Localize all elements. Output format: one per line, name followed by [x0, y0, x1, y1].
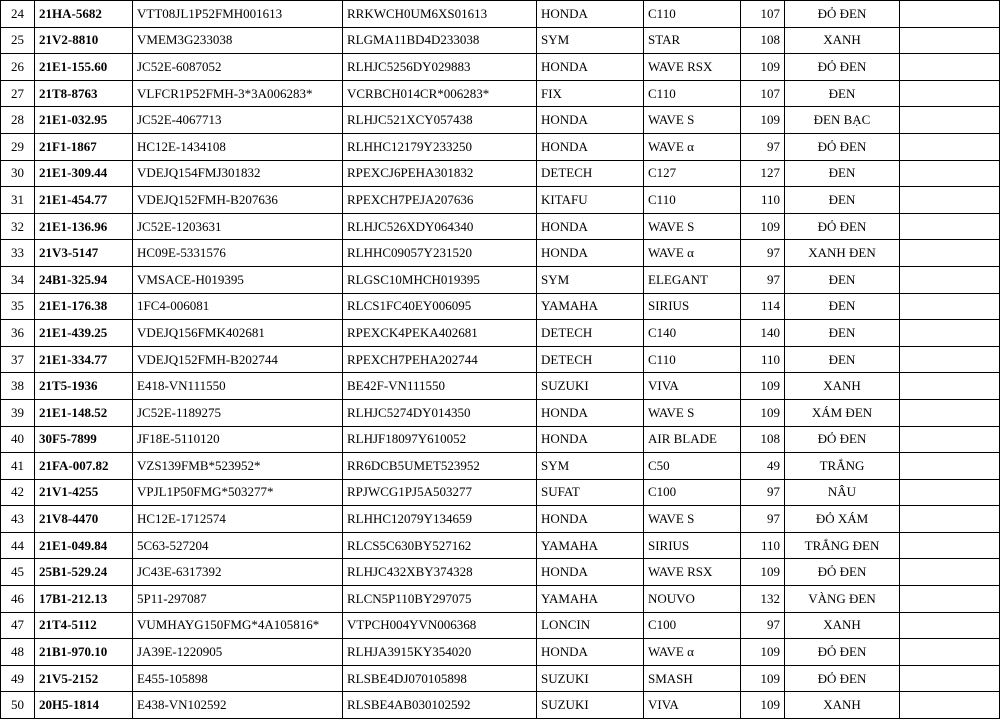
- notes-cell: [900, 665, 1000, 692]
- table-row: [1, 506, 1000, 533]
- frame-number-cell: RLHHC12079Y134659: [343, 506, 537, 533]
- row-number-cell: 29: [1, 133, 35, 160]
- color-cell: ĐỎ ĐEN: [785, 133, 900, 160]
- model-cell: SIRIUS: [644, 532, 741, 559]
- displacement-cell: 110: [741, 187, 785, 214]
- table-row: [1, 107, 1000, 134]
- brand-cell: HONDA: [537, 107, 644, 134]
- displacement-cell: 110: [741, 346, 785, 373]
- engine-number-cell: VTT08JL1P52FMH001613: [133, 1, 343, 28]
- model-cell: VIVA: [644, 692, 741, 719]
- row-number-cell: 47: [1, 612, 35, 639]
- displacement-cell: 109: [741, 665, 785, 692]
- notes-cell: [900, 506, 1000, 533]
- frame-number-cell: RLCS1FC40EY006095: [343, 293, 537, 320]
- model-cell: WAVE α: [644, 240, 741, 267]
- plate-number-cell: 30F5-7899: [35, 426, 133, 453]
- displacement-cell: 97: [741, 133, 785, 160]
- model-cell: C100: [644, 612, 741, 639]
- frame-number-cell: RLGMA11BD4D233038: [343, 27, 537, 54]
- model-cell: WAVE α: [644, 639, 741, 666]
- brand-cell: SUFAT: [537, 479, 644, 506]
- brand-cell: SUZUKI: [537, 665, 644, 692]
- model-cell: C110: [644, 187, 741, 214]
- notes-cell: [900, 479, 1000, 506]
- color-cell: ĐỎ ĐEN: [785, 559, 900, 586]
- frame-number-cell: RPEXCH7PEHA202744: [343, 346, 537, 373]
- row-number-cell: 40: [1, 426, 35, 453]
- color-cell: XANH: [785, 373, 900, 400]
- color-cell: ĐỎ ĐEN: [785, 426, 900, 453]
- displacement-cell: 108: [741, 426, 785, 453]
- displacement-cell: 108: [741, 27, 785, 54]
- engine-number-cell: VDEJQ156FMK402681: [133, 320, 343, 347]
- table-row: [1, 213, 1000, 240]
- engine-number-cell: E418-VN111550: [133, 373, 343, 400]
- brand-cell: HONDA: [537, 506, 644, 533]
- notes-cell: [900, 346, 1000, 373]
- model-cell: NOUVO: [644, 586, 741, 613]
- table-row: [1, 612, 1000, 639]
- plate-number-cell: 21FA-007.82: [35, 453, 133, 480]
- color-cell: ĐEN: [785, 293, 900, 320]
- notes-cell: [900, 107, 1000, 134]
- plate-number-cell: 21V2-8810: [35, 27, 133, 54]
- engine-number-cell: VDEJQ154FMJ301832: [133, 160, 343, 187]
- engine-number-cell: JF18E-5110120: [133, 426, 343, 453]
- model-cell: WAVE α: [644, 133, 741, 160]
- row-number-cell: 37: [1, 346, 35, 373]
- frame-number-cell: RLHJC432XBY374328: [343, 559, 537, 586]
- frame-number-cell: RRKWCH0UM6XS01613: [343, 1, 537, 28]
- row-number-cell: 34: [1, 266, 35, 293]
- frame-number-cell: RPJWCG1PJ5A503277: [343, 479, 537, 506]
- displacement-cell: 97: [741, 506, 785, 533]
- brand-cell: DETECH: [537, 320, 644, 347]
- notes-cell: [900, 240, 1000, 267]
- brand-cell: SUZUKI: [537, 692, 644, 719]
- engine-number-cell: JC52E-6087052: [133, 54, 343, 81]
- color-cell: ĐEN: [785, 346, 900, 373]
- plate-number-cell: 21E1-334.77: [35, 346, 133, 373]
- displacement-cell: 132: [741, 586, 785, 613]
- plate-number-cell: 21E1-439.25: [35, 320, 133, 347]
- brand-cell: KITAFU: [537, 187, 644, 214]
- table-row: [1, 54, 1000, 81]
- model-cell: WAVE S: [644, 107, 741, 134]
- brand-cell: SUZUKI: [537, 373, 644, 400]
- frame-number-cell: RLSBE4DJ070105898: [343, 665, 537, 692]
- displacement-cell: 107: [741, 1, 785, 28]
- row-number-cell: 46: [1, 586, 35, 613]
- displacement-cell: 109: [741, 213, 785, 240]
- notes-cell: [900, 586, 1000, 613]
- color-cell: TRẮNG ĐEN: [785, 532, 900, 559]
- row-number-cell: 32: [1, 213, 35, 240]
- frame-number-cell: VTPCH004YVN006368: [343, 612, 537, 639]
- plate-number-cell: 17B1-212.13: [35, 586, 133, 613]
- row-number-cell: 28: [1, 107, 35, 134]
- color-cell: NÂU: [785, 479, 900, 506]
- plate-number-cell: 21T5-1936: [35, 373, 133, 400]
- brand-cell: SYM: [537, 27, 644, 54]
- engine-number-cell: JC52E-1189275: [133, 399, 343, 426]
- table-row: [1, 373, 1000, 400]
- table-row: [1, 187, 1000, 214]
- row-number-cell: 26: [1, 54, 35, 81]
- row-number-cell: 42: [1, 479, 35, 506]
- model-cell: WAVE S: [644, 399, 741, 426]
- plate-number-cell: 21T8-8763: [35, 80, 133, 107]
- color-cell: ĐEN: [785, 266, 900, 293]
- color-cell: ĐỎ ĐEN: [785, 54, 900, 81]
- model-cell: WAVE S: [644, 506, 741, 533]
- notes-cell: [900, 54, 1000, 81]
- notes-cell: [900, 453, 1000, 480]
- table-row: [1, 320, 1000, 347]
- frame-number-cell: RLHJF18097Y610052: [343, 426, 537, 453]
- table-row: [1, 293, 1000, 320]
- plate-number-cell: 21E1-454.77: [35, 187, 133, 214]
- displacement-cell: 107: [741, 80, 785, 107]
- brand-cell: HONDA: [537, 133, 644, 160]
- brand-cell: SYM: [537, 453, 644, 480]
- table-body: [1, 1, 1000, 719]
- table-row: [1, 160, 1000, 187]
- engine-number-cell: VDEJQ152FMH-B207636: [133, 187, 343, 214]
- engine-number-cell: JC52E-4067713: [133, 107, 343, 134]
- engine-number-cell: VMEM3G233038: [133, 27, 343, 54]
- color-cell: XANH: [785, 27, 900, 54]
- model-cell: SMASH: [644, 665, 741, 692]
- table-row: [1, 1, 1000, 28]
- displacement-cell: 109: [741, 54, 785, 81]
- engine-number-cell: VDEJQ152FMH-B202744: [133, 346, 343, 373]
- notes-cell: [900, 639, 1000, 666]
- row-number-cell: 43: [1, 506, 35, 533]
- table-row: [1, 426, 1000, 453]
- brand-cell: HONDA: [537, 639, 644, 666]
- engine-number-cell: VPJL1P50FMG*503277*: [133, 479, 343, 506]
- table-row: [1, 453, 1000, 480]
- frame-number-cell: RLSBE4AB030102592: [343, 692, 537, 719]
- brand-cell: HONDA: [537, 1, 644, 28]
- engine-number-cell: JC52E-1203631: [133, 213, 343, 240]
- row-number-cell: 36: [1, 320, 35, 347]
- brand-cell: HONDA: [537, 240, 644, 267]
- brand-cell: YAMAHA: [537, 532, 644, 559]
- plate-number-cell: 21E1-148.52: [35, 399, 133, 426]
- frame-number-cell: RPEXCJ6PEHA301832: [343, 160, 537, 187]
- notes-cell: [900, 133, 1000, 160]
- notes-cell: [900, 532, 1000, 559]
- frame-number-cell: RLHJA3915KY354020: [343, 639, 537, 666]
- model-cell: C140: [644, 320, 741, 347]
- displacement-cell: 49: [741, 453, 785, 480]
- brand-cell: HONDA: [537, 54, 644, 81]
- notes-cell: [900, 27, 1000, 54]
- row-number-cell: 45: [1, 559, 35, 586]
- engine-number-cell: E455-105898: [133, 665, 343, 692]
- engine-number-cell: 1FC4-006081: [133, 293, 343, 320]
- model-cell: C110: [644, 80, 741, 107]
- displacement-cell: 109: [741, 559, 785, 586]
- color-cell: ĐỎ ĐEN: [785, 665, 900, 692]
- color-cell: ĐEN: [785, 160, 900, 187]
- model-cell: C110: [644, 1, 741, 28]
- row-number-cell: 27: [1, 80, 35, 107]
- table-row: [1, 346, 1000, 373]
- displacement-cell: 127: [741, 160, 785, 187]
- table-row: [1, 266, 1000, 293]
- row-number-cell: 25: [1, 27, 35, 54]
- engine-number-cell: HC12E-1712574: [133, 506, 343, 533]
- table-row: [1, 240, 1000, 267]
- row-number-cell: 30: [1, 160, 35, 187]
- frame-number-cell: RLHJC521XCY057438: [343, 107, 537, 134]
- displacement-cell: 97: [741, 266, 785, 293]
- brand-cell: HONDA: [537, 559, 644, 586]
- plate-number-cell: 21E1-155.60: [35, 54, 133, 81]
- row-number-cell: 33: [1, 240, 35, 267]
- color-cell: ĐỎ ĐEN: [785, 639, 900, 666]
- engine-number-cell: VZS139FMB*523952*: [133, 453, 343, 480]
- notes-cell: [900, 426, 1000, 453]
- table-row: [1, 399, 1000, 426]
- engine-number-cell: VUMHAYG150FMG*4A105816*: [133, 612, 343, 639]
- plate-number-cell: 21B1-970.10: [35, 639, 133, 666]
- notes-cell: [900, 612, 1000, 639]
- frame-number-cell: RLHJC5256DY029883: [343, 54, 537, 81]
- frame-number-cell: RPEXCH7PEJA207636: [343, 187, 537, 214]
- displacement-cell: 109: [741, 399, 785, 426]
- notes-cell: [900, 320, 1000, 347]
- model-cell: AIR BLADE: [644, 426, 741, 453]
- plate-number-cell: 21T4-5112: [35, 612, 133, 639]
- engine-number-cell: JA39E-1220905: [133, 639, 343, 666]
- row-number-cell: 48: [1, 639, 35, 666]
- table-row: [1, 665, 1000, 692]
- engine-number-cell: HC12E-1434108: [133, 133, 343, 160]
- engine-number-cell: E438-VN102592: [133, 692, 343, 719]
- frame-number-cell: RLHJC526XDY064340: [343, 213, 537, 240]
- model-cell: C50: [644, 453, 741, 480]
- plate-number-cell: 21E1-049.84: [35, 532, 133, 559]
- brand-cell: HONDA: [537, 399, 644, 426]
- engine-number-cell: VLFCR1P52FMH-3*3A006283*: [133, 80, 343, 107]
- brand-cell: LONCIN: [537, 612, 644, 639]
- frame-number-cell: VCRBCH014CR*006283*: [343, 80, 537, 107]
- model-cell: WAVE S: [644, 213, 741, 240]
- model-cell: STAR: [644, 27, 741, 54]
- notes-cell: [900, 559, 1000, 586]
- frame-number-cell: RLGSC10MHCH019395: [343, 266, 537, 293]
- row-number-cell: 44: [1, 532, 35, 559]
- frame-number-cell: BE42F-VN111550: [343, 373, 537, 400]
- model-cell: WAVE RSX: [644, 54, 741, 81]
- plate-number-cell: 21V3-5147: [35, 240, 133, 267]
- plate-number-cell: 21F1-1867: [35, 133, 133, 160]
- plate-number-cell: 21HA-5682: [35, 1, 133, 28]
- plate-number-cell: 21V8-4470: [35, 506, 133, 533]
- notes-cell: [900, 293, 1000, 320]
- plate-number-cell: 20H5-1814: [35, 692, 133, 719]
- model-cell: C100: [644, 479, 741, 506]
- color-cell: ĐEN BẠC: [785, 107, 900, 134]
- brand-cell: YAMAHA: [537, 586, 644, 613]
- color-cell: ĐEN: [785, 80, 900, 107]
- displacement-cell: 110: [741, 532, 785, 559]
- engine-number-cell: VMSACE-H019395: [133, 266, 343, 293]
- row-number-cell: 24: [1, 1, 35, 28]
- displacement-cell: 109: [741, 639, 785, 666]
- table-row: [1, 532, 1000, 559]
- brand-cell: HONDA: [537, 426, 644, 453]
- table-row: [1, 80, 1000, 107]
- notes-cell: [900, 187, 1000, 214]
- model-cell: WAVE RSX: [644, 559, 741, 586]
- color-cell: XANH ĐEN: [785, 240, 900, 267]
- row-number-cell: 41: [1, 453, 35, 480]
- engine-number-cell: HC09E-5331576: [133, 240, 343, 267]
- row-number-cell: 35: [1, 293, 35, 320]
- table-row: [1, 559, 1000, 586]
- row-number-cell: 38: [1, 373, 35, 400]
- color-cell: ĐỎ XÁM: [785, 506, 900, 533]
- notes-cell: [900, 692, 1000, 719]
- displacement-cell: 140: [741, 320, 785, 347]
- displacement-cell: 97: [741, 612, 785, 639]
- model-cell: C127: [644, 160, 741, 187]
- notes-cell: [900, 1, 1000, 28]
- plate-number-cell: 21E1-309.44: [35, 160, 133, 187]
- frame-number-cell: RLHHC09057Y231520: [343, 240, 537, 267]
- color-cell: XANH: [785, 612, 900, 639]
- color-cell: XANH: [785, 692, 900, 719]
- plate-number-cell: 21E1-032.95: [35, 107, 133, 134]
- plate-number-cell: 21E1-136.96: [35, 213, 133, 240]
- displacement-cell: 114: [741, 293, 785, 320]
- table-row: [1, 639, 1000, 666]
- color-cell: ĐỎ ĐEN: [785, 1, 900, 28]
- brand-cell: HONDA: [537, 213, 644, 240]
- row-number-cell: 39: [1, 399, 35, 426]
- table-row: [1, 133, 1000, 160]
- notes-cell: [900, 213, 1000, 240]
- table-row: [1, 586, 1000, 613]
- color-cell: ĐEN: [785, 187, 900, 214]
- frame-number-cell: RLCN5P110BY297075: [343, 586, 537, 613]
- displacement-cell: 109: [741, 107, 785, 134]
- color-cell: ĐEN: [785, 320, 900, 347]
- notes-cell: [900, 80, 1000, 107]
- notes-cell: [900, 266, 1000, 293]
- plate-number-cell: 25B1-529.24: [35, 559, 133, 586]
- table-row: [1, 692, 1000, 719]
- displacement-cell: 97: [741, 240, 785, 267]
- row-number-cell: 50: [1, 692, 35, 719]
- brand-cell: YAMAHA: [537, 293, 644, 320]
- row-number-cell: 49: [1, 665, 35, 692]
- model-cell: VIVA: [644, 373, 741, 400]
- frame-number-cell: RLCS5C630BY527162: [343, 532, 537, 559]
- brand-cell: SYM: [537, 266, 644, 293]
- color-cell: TRẮNG: [785, 453, 900, 480]
- color-cell: XÁM ĐEN: [785, 399, 900, 426]
- notes-cell: [900, 399, 1000, 426]
- brand-cell: FIX: [537, 80, 644, 107]
- frame-number-cell: RLHHC12179Y233250: [343, 133, 537, 160]
- row-number-cell: 31: [1, 187, 35, 214]
- engine-number-cell: JC43E-6317392: [133, 559, 343, 586]
- plate-number-cell: 24B1-325.94: [35, 266, 133, 293]
- brand-cell: DETECH: [537, 160, 644, 187]
- plate-number-cell: 21V5-2152: [35, 665, 133, 692]
- notes-cell: [900, 160, 1000, 187]
- color-cell: VÀNG ĐEN: [785, 586, 900, 613]
- plate-number-cell: 21E1-176.38: [35, 293, 133, 320]
- model-cell: C110: [644, 346, 741, 373]
- frame-number-cell: RLHJC5274DY014350: [343, 399, 537, 426]
- displacement-cell: 97: [741, 479, 785, 506]
- brand-cell: DETECH: [537, 346, 644, 373]
- color-cell: ĐỎ ĐEN: [785, 213, 900, 240]
- engine-number-cell: 5C63-527204: [133, 532, 343, 559]
- frame-number-cell: RR6DCB5UMET523952: [343, 453, 537, 480]
- displacement-cell: 109: [741, 692, 785, 719]
- frame-number-cell: RPEXCK4PEKA402681: [343, 320, 537, 347]
- table-row: [1, 27, 1000, 54]
- engine-number-cell: 5P11-297087: [133, 586, 343, 613]
- model-cell: ELEGANT: [644, 266, 741, 293]
- plate-number-cell: 21V1-4255: [35, 479, 133, 506]
- displacement-cell: 109: [741, 373, 785, 400]
- model-cell: SIRIUS: [644, 293, 741, 320]
- table-row: [1, 479, 1000, 506]
- notes-cell: [900, 373, 1000, 400]
